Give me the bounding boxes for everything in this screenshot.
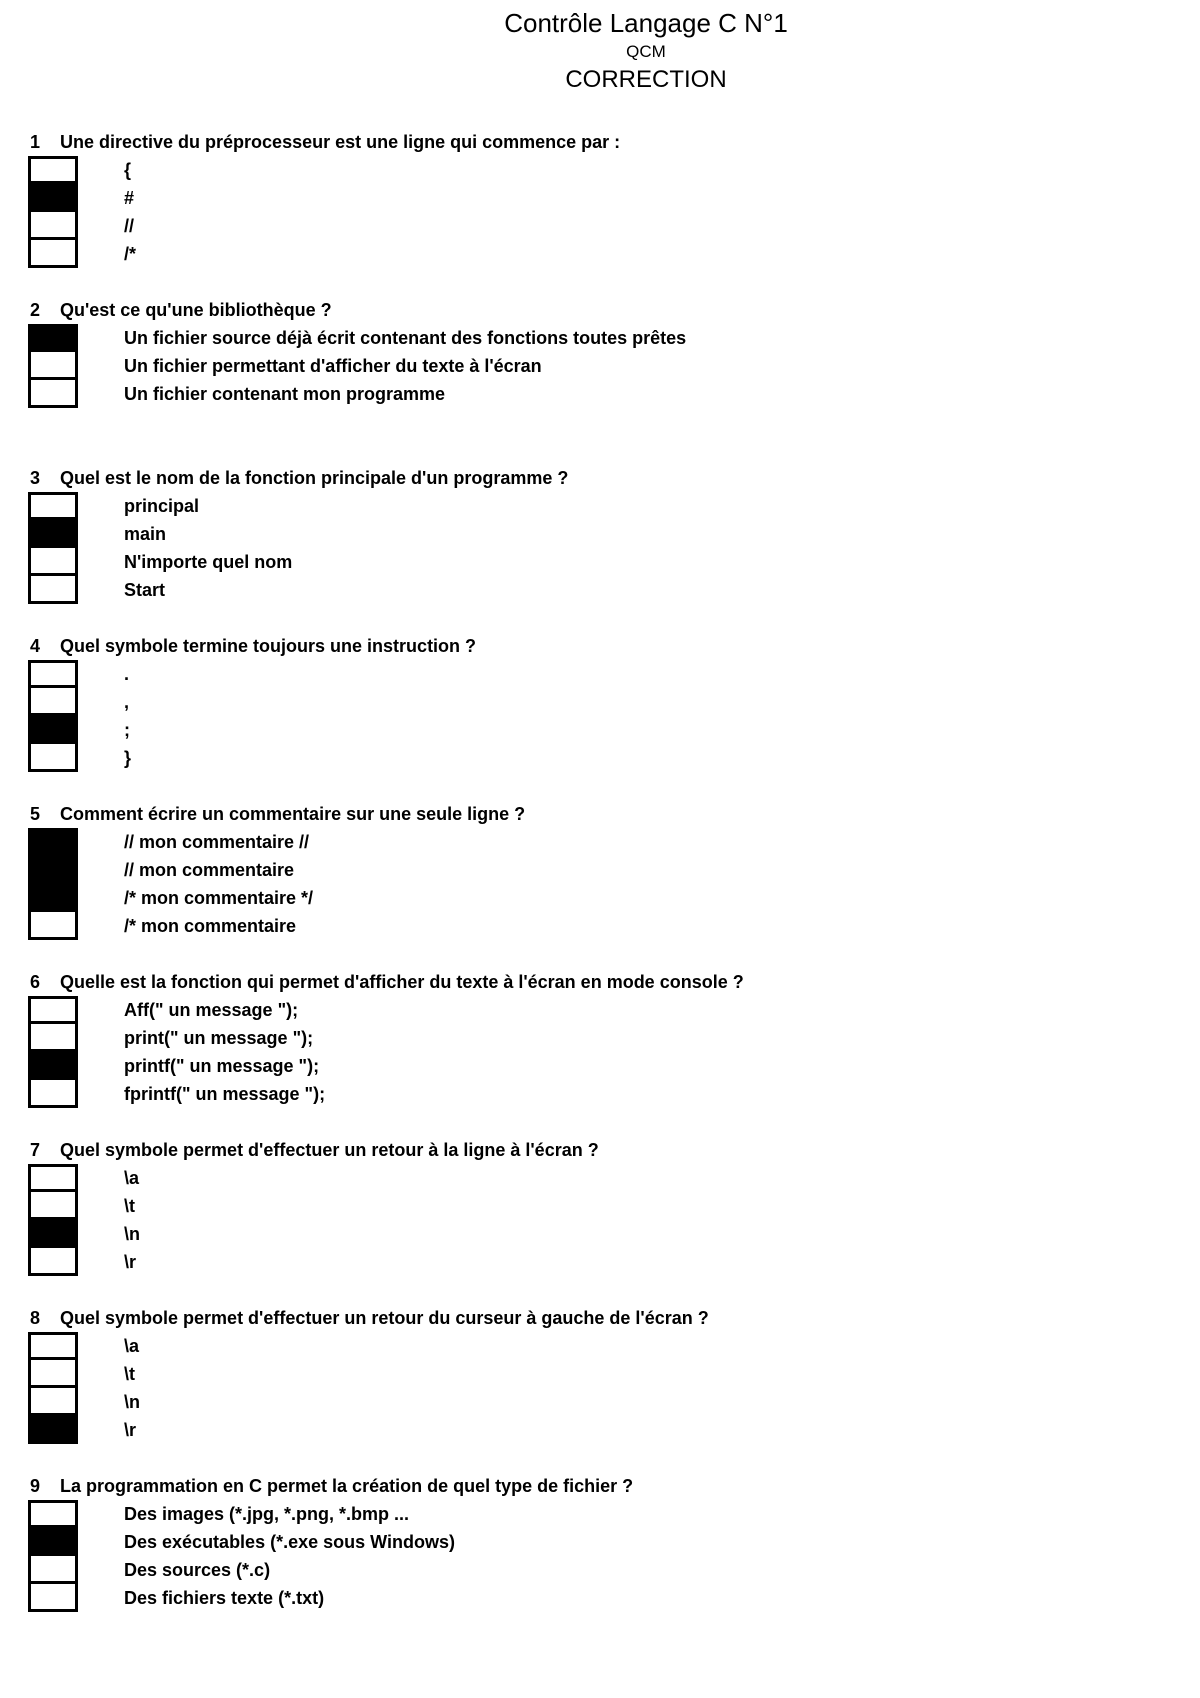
answer-label: # [124,188,135,208]
question-number: 5 [29,803,40,824]
answer-label: main [124,524,167,544]
question-number: 1 [29,131,40,152]
question-header [0,1136,599,1164]
question-header [0,128,620,156]
answer-label: } [124,748,132,768]
question-header [0,800,525,828]
answer-checkbox[interactable] [28,380,78,408]
answer-label: Un fichier permettant d'afficher du texte à l'écran [124,356,542,376]
answer-label: \t [124,1364,135,1384]
answer-label: N'importe quel nom [124,552,293,572]
correction-heading: CORRECTION [565,66,727,93]
answer-checkbox[interactable] [28,576,78,604]
question-header [0,1472,633,1500]
answer-checkbox-checked[interactable] [28,856,78,884]
answer-checkbox[interactable] [28,1164,78,1192]
answer-label: /* [124,244,137,264]
answer-checkbox[interactable] [28,212,78,240]
answer-checkbox[interactable] [28,1332,78,1360]
answer-checkbox[interactable] [28,1248,78,1276]
question-9 [0,1472,1200,1640]
answer-label: \r [124,1420,137,1440]
answer-checkbox-checked[interactable] [28,1220,78,1248]
answer-checkbox[interactable] [28,996,78,1024]
answer-checkbox[interactable] [28,1500,78,1528]
answer-checkbox[interactable] [28,912,78,940]
document-header [0,6,1200,96]
answer-label: fprintf(" un message "); [124,1084,326,1104]
answer-label: Des exécutables (*.exe sous Windows) [124,1532,455,1552]
question-number: 8 [29,1307,40,1328]
answer-label: \n [124,1224,140,1244]
question-header [0,464,568,492]
answer-checkbox-checked[interactable] [28,828,78,856]
question-text: Quel symbole permet d'effectuer un retour à la ligne à l'écran ? [60,1139,599,1160]
answer-label: Des images (*.jpg, *.png, *.bmp ... [124,1504,410,1524]
answer-label: // mon commentaire // [124,832,310,852]
answer-label: Un fichier source déjà écrit contenant des fonctions toutes prêtes [124,328,687,348]
question-7 [0,1136,1200,1304]
answer-label: print(" un message "); [124,1028,314,1048]
question-2 [0,296,1200,464]
answer-checkbox-checked[interactable] [28,184,78,212]
answer-checkbox[interactable] [28,1584,78,1612]
question-number: 3 [29,467,40,488]
answer-label: Des sources (*.c) [124,1560,271,1580]
document-subtitle: QCM [626,42,666,61]
answer-label: Aff(" un message "); [124,1000,299,1020]
answer-label: principal [124,496,200,516]
answer-checkbox[interactable] [28,660,78,688]
answer-label: { [124,160,132,180]
answer-checkbox[interactable] [28,688,78,716]
question-text: Une directive du préprocesseur est une ligne qui commence par : [60,131,621,152]
question-number: 2 [29,299,40,320]
answer-checkbox[interactable] [28,1388,78,1416]
answer-checkbox[interactable] [28,352,78,380]
question-text: Quel est le nom de la fonction principale d'un programme ? [60,467,569,488]
question-text: Quelle est la fonction qui permet d'afficher du texte à l'écran en mode console ? [60,971,744,992]
question-header [0,296,332,324]
question-text: Quel symbole termine toujours une instruction ? [60,635,477,656]
answer-checkbox[interactable] [28,492,78,520]
question-3 [0,464,1200,632]
question-number: 4 [29,635,40,656]
answer-checkbox[interactable] [28,1080,78,1108]
answer-checkbox-checked[interactable] [28,1052,78,1080]
question-header [0,968,744,996]
question-text: Qu'est ce qu'une bibliothèque ? [60,299,332,320]
question-6 [0,968,1200,1136]
question-header [0,1304,709,1332]
answer-checkbox-checked[interactable] [28,716,78,744]
answer-checkbox-checked[interactable] [28,1416,78,1444]
question-text: La programmation en C permet la création de quel type de fichier ? [60,1475,634,1496]
answer-checkbox-checked[interactable] [28,520,78,548]
question-1 [0,128,1200,296]
answer-label: Start [124,580,166,600]
answer-checkbox[interactable] [28,240,78,268]
answer-label: . [124,664,130,684]
answer-checkbox[interactable] [28,1024,78,1052]
answer-label: \a [124,1336,140,1356]
answer-label: \r [124,1252,137,1272]
question-5 [0,800,1200,968]
answer-label: , [124,692,130,712]
answer-checkbox[interactable] [28,1192,78,1220]
question-list [0,128,1200,1640]
answer-label: \t [124,1196,135,1216]
question-number: 9 [29,1475,40,1496]
answer-checkbox[interactable] [28,156,78,184]
answer-label: Un fichier contenant mon programme [124,384,446,404]
answer-checkbox[interactable] [28,744,78,772]
document-title: Contrôle Langage C N°1 [504,8,788,38]
answer-checkbox-checked[interactable] [28,1528,78,1556]
question-number: 6 [29,971,40,992]
question-text: Comment écrire un commentaire sur une seule ligne ? [60,803,526,824]
question-number: 7 [29,1139,40,1160]
answer-label: Des fichiers texte (*.txt) [124,1588,325,1608]
answer-label: /* mon commentaire [124,916,297,936]
answer-checkbox[interactable] [28,1556,78,1584]
answer-label: /* mon commentaire */ [124,888,314,908]
answer-label: \n [124,1392,140,1412]
answer-label: // [124,216,135,236]
answer-checkbox-checked[interactable] [28,324,78,352]
answer-label: ; [124,720,130,740]
question-8 [0,1304,1200,1472]
answer-label: \a [124,1168,140,1188]
answer-checkbox[interactable] [28,1360,78,1388]
question-header [0,632,476,660]
answer-checkbox-checked[interactable] [28,884,78,912]
question-4 [0,632,1200,800]
answer-label: printf(" un message "); [124,1056,320,1076]
question-text: Quel symbole permet d'effectuer un retour du curseur à gauche de l'écran ? [60,1307,709,1328]
answer-checkbox[interactable] [28,548,78,576]
answer-label: // mon commentaire [124,860,295,880]
